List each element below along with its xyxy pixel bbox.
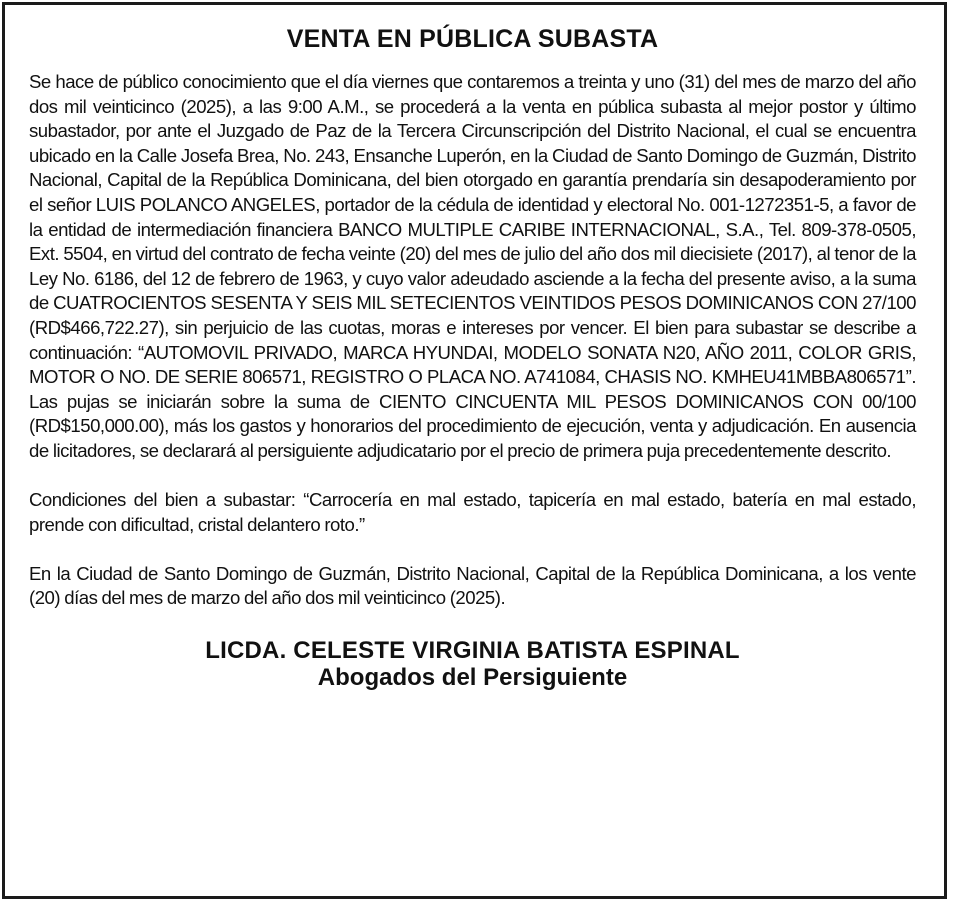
signature-block [29, 637, 916, 691]
conditions-paragraph: Condiciones del bien a subastar: “Carrocería en mal estado, tapicería en mal estado, batería en mal estado, prende con dificultad, cristal delantero roto.” [29, 489, 916, 535]
notice-body [29, 25, 916, 691]
notice-frame [2, 2, 947, 899]
notice-title: VENTA EN PÚBLICA SUBASTA [286, 25, 659, 53]
signatory-name: LICDA. CELESTE VIRGINIA BATISTA ESPINAL [205, 637, 740, 665]
date-place-paragraph: En la Ciudad de Santo Domingo de Guzmán, Distrito Nacional, Capital de la República Dominicana, a los vente (20) días del mes de marzo del año dos mil veinticinco (2025). [29, 562, 916, 609]
auction-details-paragraph: Se hace de público conocimiento que el día viernes que contaremos a treinta y uno (31) del mes de marzo del año dos mil veinticinco (2025), a las 9:00 A.M., se procederá a la venta en pública subasta al mejor postor y último subastador, por ante el Juzgado de Paz de la Tercera Circunscripción del Distrito Nacional, el cual se encuentra ubicado en la Calle Josefa Brea, No. 243, Ensanche Luperón, en la Ciudad de Santo Domingo de Guzmán, Distrito Nacional, Capital de la República Dominicana, del bien otorgado en garantía prendaría sin desapoderamiento por el señor LUIS POLANCO ANGELES, portador de la cédula de identidad y electoral No. 001-1272351-5, a favor de la entidad de intermediación financiera BANCO MULTIPLE CARIBE INTERNACIONAL, S.A., Tel. 809-378-0505, Ext. 5504, en virtud del contrato de fecha veinte (20) del mes de julio del año dos mil diecisiete (2017), al tenor de la Ley No. 6186, del 12 de febrero de 1963, y cuyo valor adeudado asciende a la fecha del presente aviso, a la suma de CUATROCIENTOS SESENTA Y SEIS MIL SETECIENTOS VEINTIDOS PESOS DOMINICANOS CON 27/100 (RD$466,722.27), sin perjuicio de las cuotas, moras e intereses por vencer. El bien para subastar se describe a continuación: “AUTOMOVIL PRIVADO, MARCA HYUNDAI, MODELO SONATA N20, AÑO 2011, COLOR GRIS, MOTOR O NO. DE SERIE 806571, REGISTRO O PLACA NO. A741084, CHASIS NO. KMHEU41MBBA806571”. Las pujas se iniciarán sobre la suma de CIENTO CINCUENTA MIL PESOS DOMINICANOS CON 00/100 (RD$150,000.00), más los gastos y honorarios del procedimiento de ejecución, venta y adjudicación. En ausencia de licitadores, se declarará al persiguiente adjudicatario por el precio de primera puja precedentemente descrito. [29, 71, 916, 461]
signatory-role: Abogados del Persiguiente [317, 664, 628, 692]
